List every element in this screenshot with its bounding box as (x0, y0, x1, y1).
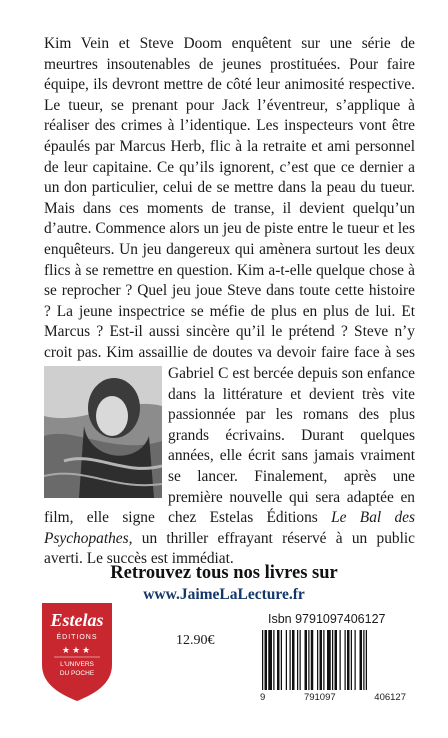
barcode-icon (258, 630, 408, 690)
promo-title: Retrouvez tous nos livres sur (110, 563, 338, 583)
logo-tagline-1: L'UNIVERS (60, 661, 94, 668)
star-icon: ★★★ (61, 645, 93, 655)
barcode-digits (258, 692, 408, 703)
publisher-logo (42, 603, 112, 701)
isbn-label: Isbn 9791097406127 (268, 612, 386, 626)
barcode-digit-group: 406127 (374, 692, 406, 703)
bio-text-part2: un thriller effrayant réservé à un public averti. Le succès est immédiat. (44, 529, 415, 568)
author-bio (44, 364, 415, 570)
barcode-digit-group: 9 (260, 692, 266, 703)
barcode-digit-group: 791097 (303, 692, 336, 703)
price: 12.90€ (176, 633, 215, 648)
bio-text-part1: Gabriel C est bercée depuis son enfance dans la littérature et devient très vite passionnée par les romans des plus grands écrivains. Durant quelques années, elle écrit sans jamais vraiment se lancer. Finalement, après une première nouvelle qui sera adaptée en film, elle signe chez Estelas Éditions (44, 365, 415, 527)
logo-subtitle: ÉDITIONS (56, 634, 98, 641)
promo-block (0, 562, 448, 606)
website-link[interactable]: www.JaimeLaLecture.fr (143, 586, 305, 603)
logo-tagline-2: DU POCHE (59, 670, 95, 677)
synopsis-text: Kim Vein et Steve Doom enquêtent sur une série de meurtres insoutenables de jeunes prostituées. Pour faire équipe, ils devront mettre de côté leur animosité respective. Le tueur, se prenant pour Jack l’éventreur, s’applique à réaliser des crimes à l’identique. Les inspecteurs vont être épaulés par Marcus Herb, flic à la retraite et ami personnel de leur capitaine. Ce qu’ils ignorent, c’est que ce dernier a un don particulier, celui de se mettre dans la peau du tueur. Mais dans ces moments de transe, il devient quelqu’un d’autre. Commence alors un jeu de piste entre le tueur et les enquêteurs. Un jeu dangereux qui amènera surtout les deux flics à se remettre en question. Kim a-t-elle quelque chose à se reprocher ? Quel jeu joue Steve dans toute cette histoire ? La jeune inspectrice se méfie de plus en plus de lui. Et Marcus ? Est-il aussi sincère qu’il le prétend ? Steve n’y croit pas. Kim assaillie de doutes va devoir faire face à ses (44, 35, 415, 361)
bio-book-title: Le Bal des Psychopathes, (44, 509, 415, 547)
logo-name: Estelas (50, 610, 104, 630)
